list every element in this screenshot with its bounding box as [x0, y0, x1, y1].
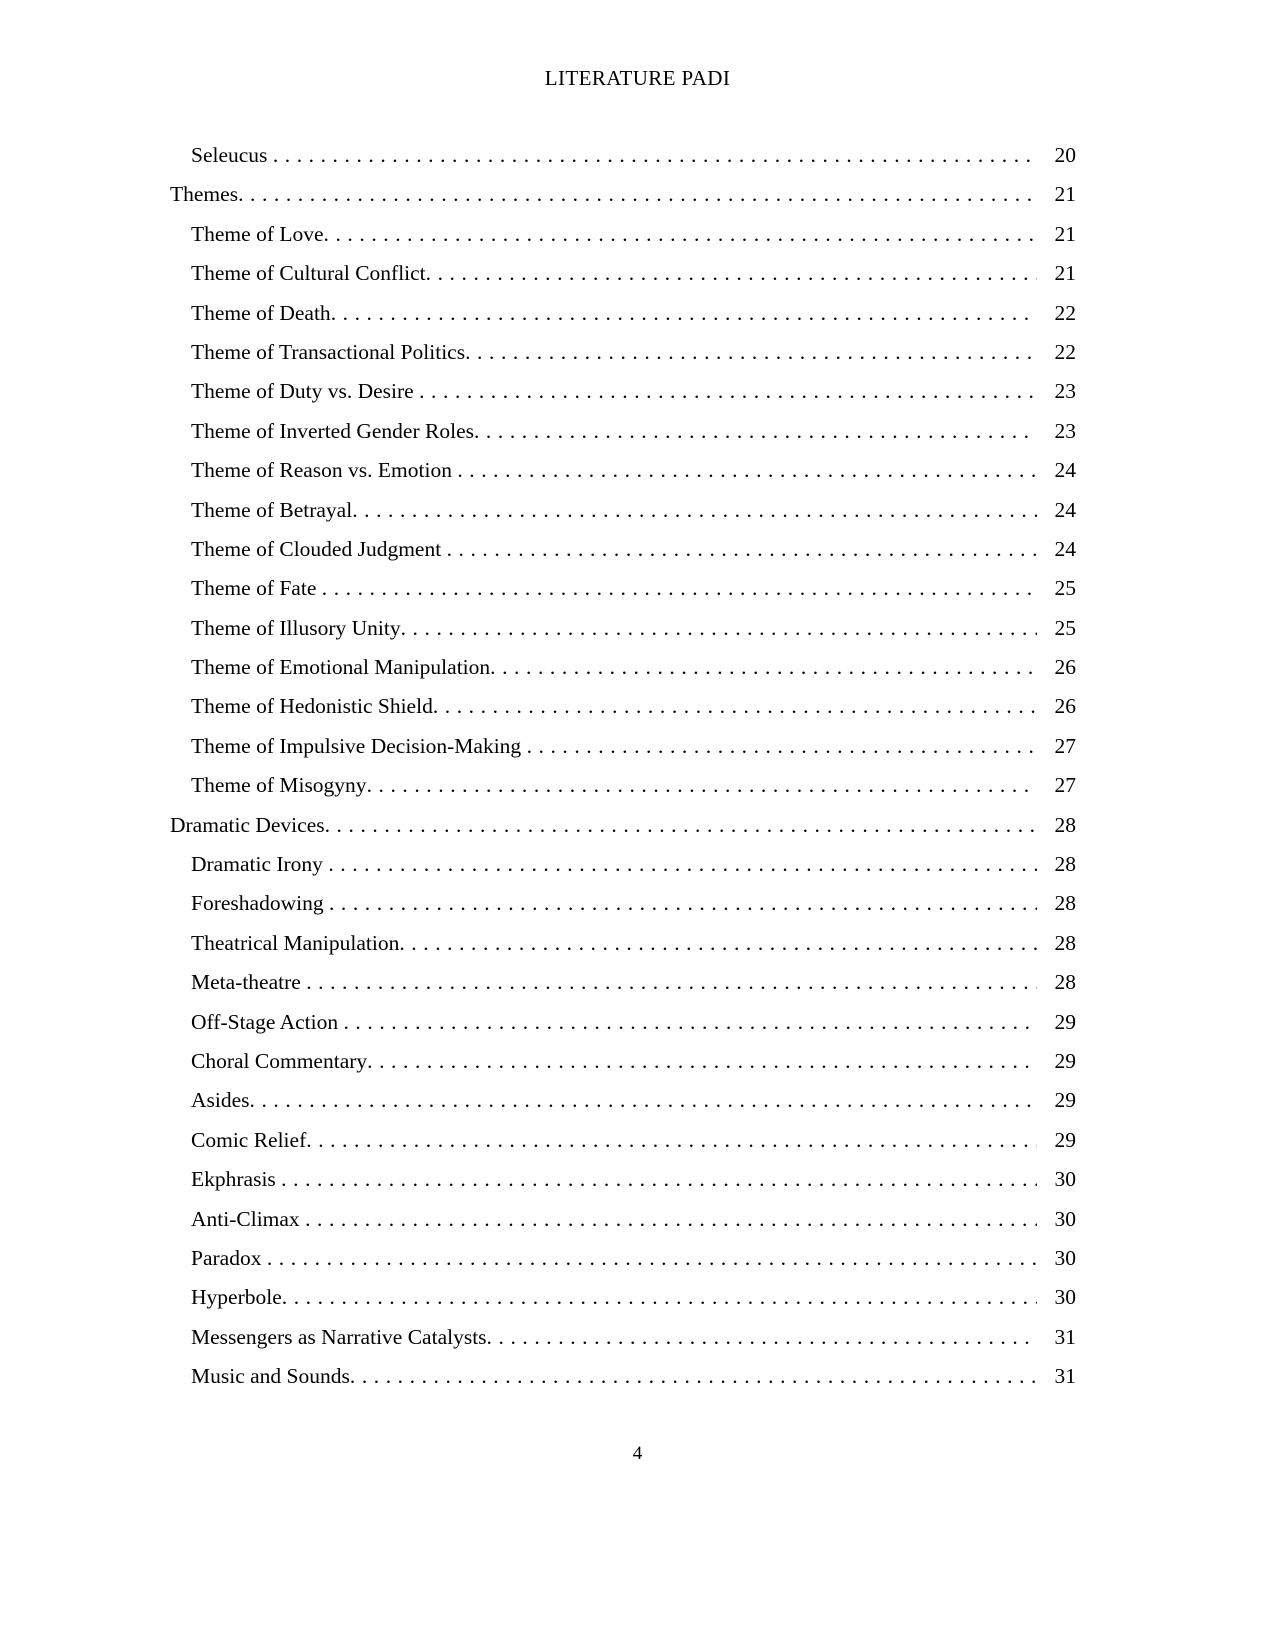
toc-dot-leader	[527, 727, 1037, 766]
toc-entry-page-number: 22	[1054, 300, 1076, 325]
toc-entry[interactable]	[170, 1239, 1076, 1278]
toc-entry[interactable]	[170, 1278, 1076, 1317]
toc-entry-page-number: 27	[1054, 733, 1076, 758]
toc-entry-page-number: 22	[1054, 339, 1076, 364]
toc-dot-leader	[457, 451, 1037, 490]
toc-entry-page-number: 23	[1054, 379, 1076, 404]
toc-entry-page-number: 30	[1054, 1167, 1076, 1192]
toc-entry-page-number: 23	[1054, 418, 1076, 443]
toc-entry-title: Hyperbole	[191, 1285, 282, 1310]
toc-dot-leader	[267, 1239, 1037, 1278]
toc-dot-leader	[401, 609, 1037, 648]
toc-entry-page-number: 26	[1054, 694, 1076, 719]
toc-entry[interactable]	[170, 609, 1076, 648]
toc-entry-title: Theme of Illusory Unity	[191, 615, 401, 640]
toc-entry[interactable]	[170, 569, 1076, 608]
toc-dot-leader	[343, 1003, 1037, 1042]
toc-dot-leader	[399, 924, 1037, 963]
toc-dot-leader	[426, 254, 1037, 293]
toc-entry[interactable]	[170, 884, 1076, 923]
toc-entry[interactable]	[170, 1318, 1076, 1357]
toc-entry-title: Theatrical Manipulation	[191, 930, 400, 955]
toc-entry-title: Theme of Misogyny	[191, 773, 367, 798]
toc-dot-leader	[367, 1042, 1037, 1081]
toc-entry[interactable]	[170, 1042, 1076, 1081]
toc-entry-title: Music and Sounds	[191, 1364, 350, 1389]
toc-entry[interactable]	[170, 648, 1076, 687]
toc-entry-title: Choral Commentary	[191, 1048, 368, 1073]
toc-entry-page-number: 28	[1054, 812, 1076, 837]
toc-dot-leader	[490, 648, 1037, 687]
toc-dot-leader	[238, 175, 1037, 214]
toc-entry[interactable]	[170, 845, 1076, 884]
toc-dot-leader	[325, 806, 1037, 845]
toc-entry[interactable]	[170, 727, 1076, 766]
toc-entry[interactable]	[170, 136, 1076, 175]
toc-entry-title: Anti-Climax	[191, 1206, 300, 1231]
toc-entry-page-number: 31	[1054, 1364, 1076, 1389]
toc-entry-page-number: 21	[1054, 221, 1076, 246]
toc-entry-page-number: 30	[1054, 1206, 1076, 1231]
toc-entry[interactable]	[170, 963, 1076, 1002]
toc-dot-leader	[306, 963, 1037, 1002]
toc-dot-leader	[350, 1357, 1037, 1396]
toc-dot-leader	[352, 491, 1037, 530]
toc-entry-page-number: 28	[1054, 891, 1076, 916]
toc-dot-leader	[487, 1318, 1037, 1357]
toc-dot-leader	[324, 215, 1037, 254]
toc-entry-page-number: 21	[1054, 261, 1076, 286]
toc-dot-leader	[433, 687, 1037, 726]
toc-entry[interactable]	[170, 333, 1076, 372]
toc-entry-title: Theme of Transactional Politics	[191, 339, 466, 364]
toc-entry[interactable]	[170, 1200, 1076, 1239]
toc-dot-leader	[328, 845, 1037, 884]
toc-entry-title: Theme of Betrayal	[191, 497, 353, 522]
toc-dot-leader	[322, 569, 1037, 608]
toc-entry[interactable]	[170, 175, 1076, 214]
toc-dot-leader	[282, 1278, 1037, 1317]
toc-entry-page-number: 31	[1054, 1324, 1076, 1349]
toc-entry-title: Theme of Love	[191, 221, 324, 246]
toc-dot-leader	[474, 412, 1037, 451]
toc-entry[interactable]	[170, 1081, 1076, 1120]
toc-dot-leader	[250, 1081, 1037, 1120]
toc-entry-title: Theme of Fate	[191, 576, 317, 601]
toc-entry[interactable]	[170, 412, 1076, 451]
toc-entry-title: Theme of Clouded Judgment	[191, 536, 442, 561]
toc-entry[interactable]	[170, 1357, 1076, 1396]
toc-entry-page-number: 30	[1054, 1285, 1076, 1310]
toc-entry-title: Theme of Death	[191, 300, 331, 325]
toc-dot-leader	[331, 294, 1037, 333]
toc-entry[interactable]	[170, 924, 1076, 963]
toc-entry[interactable]	[170, 372, 1076, 411]
toc-entry[interactable]	[170, 254, 1076, 293]
toc-entry-title: Themes	[170, 182, 239, 207]
toc-entry[interactable]	[170, 806, 1076, 845]
toc-entry-title: Seleucus	[191, 143, 268, 167]
toc-entry-page-number: 28	[1054, 852, 1076, 877]
toc-entry[interactable]	[170, 530, 1076, 569]
toc-entry-title: Ekphrasis	[191, 1167, 276, 1192]
toc-entry-page-number: 26	[1054, 655, 1076, 680]
toc-entry-page-number: 20	[1054, 143, 1076, 167]
toc-entry-page-number: 27	[1054, 773, 1076, 798]
toc-entry-title: Paradox	[191, 1245, 262, 1270]
toc-entry-page-number: 30	[1054, 1245, 1076, 1270]
footer-page-number: 4	[632, 1443, 643, 1464]
toc-entry[interactable]	[170, 491, 1076, 530]
toc-entry-title: Asides	[191, 1088, 250, 1113]
toc-entry-title: Meta-theatre	[191, 970, 301, 995]
toc-dot-leader	[419, 372, 1037, 411]
toc-entry-page-number: 24	[1054, 536, 1076, 561]
toc-entry-page-number: 29	[1054, 1048, 1076, 1073]
toc-entry-title: Theme of Emotional Manipulation	[191, 655, 491, 680]
toc-entry-page-number: 29	[1054, 1009, 1076, 1034]
toc-dot-leader	[465, 333, 1037, 372]
toc-entry[interactable]	[170, 451, 1076, 490]
toc-entry-page-number: 29	[1054, 1088, 1076, 1113]
toc-entry-title: Off-Stage Action	[191, 1009, 339, 1034]
toc-entry-page-number: 29	[1054, 1127, 1076, 1152]
toc-entry[interactable]	[170, 1003, 1076, 1042]
toc-entry-title: Theme of Inverted Gender Roles	[191, 418, 474, 443]
toc-entry-title: Theme of Duty vs. Desire	[191, 379, 414, 404]
toc-entry[interactable]	[170, 294, 1076, 333]
running-header: LITERATURE PADI	[544, 66, 731, 90]
toc-entry[interactable]	[170, 1121, 1076, 1160]
toc-dot-leader	[367, 766, 1037, 805]
toc-entry[interactable]	[170, 687, 1076, 726]
toc-entry[interactable]	[170, 215, 1076, 254]
toc-entry-title: Theme of Hedonistic Shield	[191, 694, 433, 719]
toc-entry-title: Theme of Impulsive Decision-Making	[191, 733, 522, 758]
toc-dot-leader	[447, 530, 1037, 569]
toc-entry-title: Theme of Reason vs. Emotion	[191, 458, 452, 483]
toc-entry-title: Messengers as Narrative Catalysts	[191, 1324, 487, 1349]
table-of-contents	[170, 136, 1076, 1397]
toc-entry-page-number: 28	[1054, 930, 1076, 955]
toc-entry-page-number: 21	[1054, 182, 1076, 207]
toc-entry-title: Theme of Cultural Conflict	[191, 261, 426, 286]
toc-entry[interactable]	[170, 766, 1076, 805]
toc-entry-title: Foreshadowing	[191, 891, 324, 916]
toc-entry-page-number: 25	[1054, 615, 1076, 640]
toc-entry-title: Comic Relief	[191, 1127, 307, 1152]
toc-entry-page-number: 24	[1054, 497, 1076, 522]
toc-dot-leader	[305, 1200, 1037, 1239]
toc-entry-page-number: 28	[1054, 970, 1076, 995]
toc-dot-leader	[329, 884, 1037, 923]
toc-entry-page-number: 24	[1054, 458, 1076, 483]
toc-dot-leader	[281, 1160, 1037, 1199]
toc-dot-leader	[273, 136, 1037, 175]
toc-entry-page-number: 25	[1054, 576, 1076, 601]
toc-entry[interactable]	[170, 1160, 1076, 1199]
toc-dot-leader	[306, 1121, 1037, 1160]
toc-entry-title: Dramatic Irony	[191, 852, 323, 877]
toc-entry-title: Dramatic Devices	[170, 812, 325, 837]
